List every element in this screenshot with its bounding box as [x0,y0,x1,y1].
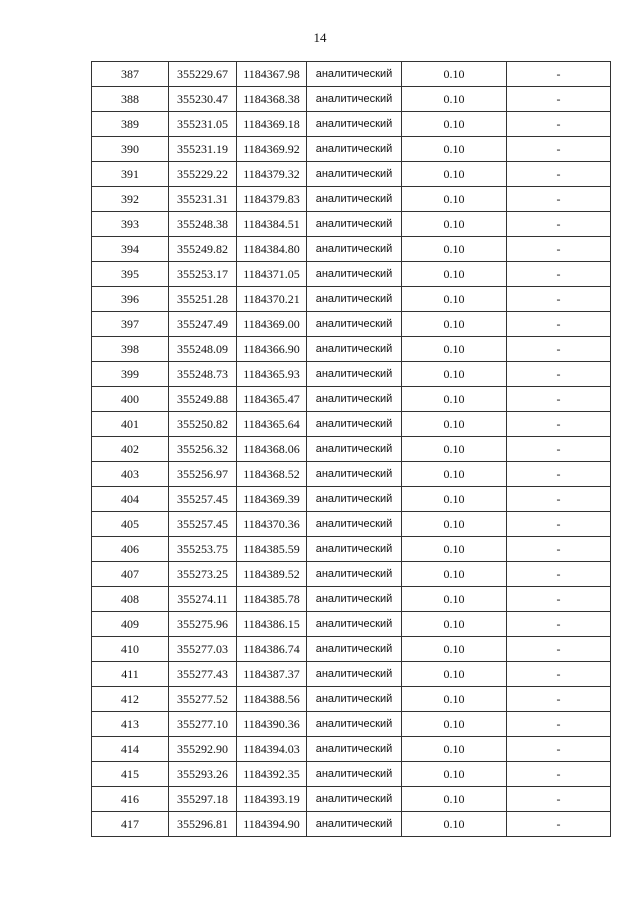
y-coordinate-cell: 1184385.59 [237,537,307,562]
accuracy-cell: 0.10 [402,587,507,612]
method-cell: аналитический [307,637,402,662]
note-cell: - [507,537,611,562]
accuracy-cell: 0.10 [402,737,507,762]
y-coordinate-cell: 1184386.74 [237,637,307,662]
method-cell: аналитический [307,662,402,687]
x-coordinate-cell: 355231.31 [169,187,237,212]
y-coordinate-cell: 1184369.92 [237,137,307,162]
accuracy-cell: 0.10 [402,287,507,312]
x-coordinate-cell: 355249.82 [169,237,237,262]
point-number-cell: 410 [92,637,169,662]
point-number-cell: 407 [92,562,169,587]
note-cell: - [507,787,611,812]
x-coordinate-cell: 355273.25 [169,562,237,587]
table-row [92,137,611,162]
method-cell: аналитический [307,312,402,337]
point-number-cell: 388 [92,87,169,112]
table-row [92,362,611,387]
point-number-cell: 412 [92,687,169,712]
note-cell: - [507,412,611,437]
table-row [92,412,611,437]
method-cell: аналитический [307,87,402,112]
point-number-cell: 394 [92,237,169,262]
table-row [92,387,611,412]
table-row [92,437,611,462]
note-cell: - [507,512,611,537]
method-cell: аналитический [307,737,402,762]
accuracy-cell: 0.10 [402,562,507,587]
table-row [92,187,611,212]
note-cell: - [507,612,611,637]
accuracy-cell: 0.10 [402,137,507,162]
point-number-cell: 387 [92,62,169,87]
note-cell: - [507,637,611,662]
point-number-cell: 405 [92,512,169,537]
note-cell: - [507,387,611,412]
point-number-cell: 411 [92,662,169,687]
point-number-cell: 399 [92,362,169,387]
y-coordinate-cell: 1184389.52 [237,562,307,587]
x-coordinate-cell: 355229.22 [169,162,237,187]
table-row [92,612,611,637]
point-number-cell: 396 [92,287,169,312]
table-row [92,212,611,237]
note-cell: - [507,562,611,587]
table-body [92,62,611,837]
table-row [92,512,611,537]
accuracy-cell: 0.10 [402,362,507,387]
table-row [92,662,611,687]
note-cell: - [507,462,611,487]
point-number-cell: 390 [92,137,169,162]
y-coordinate-cell: 1184386.15 [237,612,307,637]
table-row [92,537,611,562]
note-cell: - [507,287,611,312]
x-coordinate-cell: 355275.96 [169,612,237,637]
table-row [92,237,611,262]
accuracy-cell: 0.10 [402,387,507,412]
table-row [92,587,611,612]
note-cell: - [507,262,611,287]
point-number-cell: 417 [92,812,169,837]
point-number-cell: 397 [92,312,169,337]
method-cell: аналитический [307,512,402,537]
x-coordinate-cell: 355256.32 [169,437,237,462]
method-cell: аналитический [307,287,402,312]
note-cell: - [507,237,611,262]
x-coordinate-cell: 355292.90 [169,737,237,762]
accuracy-cell: 0.10 [402,62,507,87]
accuracy-cell: 0.10 [402,237,507,262]
y-coordinate-cell: 1184390.36 [237,712,307,737]
x-coordinate-cell: 355257.45 [169,512,237,537]
method-cell: аналитический [307,687,402,712]
table-row [92,87,611,112]
y-coordinate-cell: 1184370.21 [237,287,307,312]
y-coordinate-cell: 1184369.39 [237,487,307,512]
point-number-cell: 395 [92,262,169,287]
table-row [92,787,611,812]
table-row [92,462,611,487]
point-number-cell: 408 [92,587,169,612]
y-coordinate-cell: 1184387.37 [237,662,307,687]
method-cell: аналитический [307,812,402,837]
accuracy-cell: 0.10 [402,262,507,287]
accuracy-cell: 0.10 [402,662,507,687]
x-coordinate-cell: 355248.73 [169,362,237,387]
table-row [92,337,611,362]
accuracy-cell: 0.10 [402,687,507,712]
accuracy-cell: 0.10 [402,162,507,187]
x-coordinate-cell: 355230.47 [169,87,237,112]
method-cell: аналитический [307,787,402,812]
table-row [92,287,611,312]
y-coordinate-cell: 1184385.78 [237,587,307,612]
method-cell: аналитический [307,112,402,137]
accuracy-cell: 0.10 [402,612,507,637]
accuracy-cell: 0.10 [402,812,507,837]
table-row [92,487,611,512]
x-coordinate-cell: 355257.45 [169,487,237,512]
x-coordinate-cell: 355256.97 [169,462,237,487]
y-coordinate-cell: 1184367.98 [237,62,307,87]
y-coordinate-cell: 1184371.05 [237,262,307,287]
point-number-cell: 389 [92,112,169,137]
x-coordinate-cell: 355248.38 [169,212,237,237]
method-cell: аналитический [307,762,402,787]
method-cell: аналитический [307,162,402,187]
table-row [92,637,611,662]
method-cell: аналитический [307,387,402,412]
y-coordinate-cell: 1184369.18 [237,112,307,137]
x-coordinate-cell: 355229.67 [169,62,237,87]
accuracy-cell: 0.10 [402,212,507,237]
accuracy-cell: 0.10 [402,112,507,137]
method-cell: аналитический [307,137,402,162]
method-cell: аналитический [307,587,402,612]
method-cell: аналитический [307,62,402,87]
method-cell: аналитический [307,462,402,487]
note-cell: - [507,362,611,387]
x-coordinate-cell: 355250.82 [169,412,237,437]
y-coordinate-cell: 1184370.36 [237,512,307,537]
note-cell: - [507,487,611,512]
table-row [92,762,611,787]
accuracy-cell: 0.10 [402,637,507,662]
coordinates-table [91,61,611,837]
table-row [92,312,611,337]
accuracy-cell: 0.10 [402,537,507,562]
method-cell: аналитический [307,187,402,212]
method-cell: аналитический [307,487,402,512]
x-coordinate-cell: 355277.10 [169,712,237,737]
x-coordinate-cell: 355247.49 [169,312,237,337]
x-coordinate-cell: 355274.11 [169,587,237,612]
point-number-cell: 409 [92,612,169,637]
x-coordinate-cell: 355277.43 [169,662,237,687]
y-coordinate-cell: 1184379.32 [237,162,307,187]
method-cell: аналитический [307,412,402,437]
method-cell: аналитический [307,237,402,262]
accuracy-cell: 0.10 [402,412,507,437]
note-cell: - [507,137,611,162]
y-coordinate-cell: 1184393.19 [237,787,307,812]
y-coordinate-cell: 1184369.00 [237,312,307,337]
note-cell: - [507,712,611,737]
point-number-cell: 416 [92,787,169,812]
x-coordinate-cell: 355277.52 [169,687,237,712]
accuracy-cell: 0.10 [402,312,507,337]
note-cell: - [507,737,611,762]
point-number-cell: 402 [92,437,169,462]
x-coordinate-cell: 355248.09 [169,337,237,362]
point-number-cell: 414 [92,737,169,762]
method-cell: аналитический [307,537,402,562]
note-cell: - [507,687,611,712]
y-coordinate-cell: 1184368.38 [237,87,307,112]
x-coordinate-cell: 355293.26 [169,762,237,787]
note-cell: - [507,187,611,212]
accuracy-cell: 0.10 [402,437,507,462]
method-cell: аналитический [307,212,402,237]
table-row [92,262,611,287]
y-coordinate-cell: 1184365.64 [237,412,307,437]
note-cell: - [507,812,611,837]
note-cell: - [507,437,611,462]
x-coordinate-cell: 355277.03 [169,637,237,662]
method-cell: аналитический [307,562,402,587]
x-coordinate-cell: 355249.88 [169,387,237,412]
point-number-cell: 404 [92,487,169,512]
method-cell: аналитический [307,262,402,287]
method-cell: аналитический [307,437,402,462]
method-cell: аналитический [307,337,402,362]
note-cell: - [507,87,611,112]
y-coordinate-cell: 1184379.83 [237,187,307,212]
y-coordinate-cell: 1184388.56 [237,687,307,712]
note-cell: - [507,62,611,87]
point-number-cell: 391 [92,162,169,187]
table-row [92,812,611,837]
table-row [92,562,611,587]
point-number-cell: 413 [92,712,169,737]
x-coordinate-cell: 355231.05 [169,112,237,137]
x-coordinate-cell: 355253.75 [169,537,237,562]
x-coordinate-cell: 355253.17 [169,262,237,287]
point-number-cell: 393 [92,212,169,237]
y-coordinate-cell: 1184394.03 [237,737,307,762]
note-cell: - [507,337,611,362]
y-coordinate-cell: 1184384.51 [237,212,307,237]
y-coordinate-cell: 1184366.90 [237,337,307,362]
accuracy-cell: 0.10 [402,712,507,737]
accuracy-cell: 0.10 [402,462,507,487]
y-coordinate-cell: 1184365.93 [237,362,307,387]
accuracy-cell: 0.10 [402,487,507,512]
point-number-cell: 400 [92,387,169,412]
point-number-cell: 406 [92,537,169,562]
y-coordinate-cell: 1184368.06 [237,437,307,462]
note-cell: - [507,312,611,337]
x-coordinate-cell: 355251.28 [169,287,237,312]
y-coordinate-cell: 1184394.90 [237,812,307,837]
table-row [92,112,611,137]
y-coordinate-cell: 1184368.52 [237,462,307,487]
accuracy-cell: 0.10 [402,187,507,212]
note-cell: - [507,762,611,787]
accuracy-cell: 0.10 [402,762,507,787]
method-cell: аналитический [307,712,402,737]
y-coordinate-cell: 1184365.47 [237,387,307,412]
x-coordinate-cell: 355231.19 [169,137,237,162]
note-cell: - [507,112,611,137]
accuracy-cell: 0.10 [402,512,507,537]
table-row [92,687,611,712]
point-number-cell: 401 [92,412,169,437]
point-number-cell: 415 [92,762,169,787]
point-number-cell: 398 [92,337,169,362]
point-number-cell: 392 [92,187,169,212]
method-cell: аналитический [307,612,402,637]
table-row [92,737,611,762]
note-cell: - [507,662,611,687]
page-number: 14 [313,30,327,45]
y-coordinate-cell: 1184384.80 [237,237,307,262]
accuracy-cell: 0.10 [402,787,507,812]
accuracy-cell: 0.10 [402,337,507,362]
table-row [92,162,611,187]
note-cell: - [507,587,611,612]
table-row [92,712,611,737]
note-cell: - [507,212,611,237]
x-coordinate-cell: 355297.18 [169,787,237,812]
method-cell: аналитический [307,362,402,387]
x-coordinate-cell: 355296.81 [169,812,237,837]
table-row [92,62,611,87]
note-cell: - [507,162,611,187]
y-coordinate-cell: 1184392.35 [237,762,307,787]
point-number-cell: 403 [92,462,169,487]
accuracy-cell: 0.10 [402,87,507,112]
